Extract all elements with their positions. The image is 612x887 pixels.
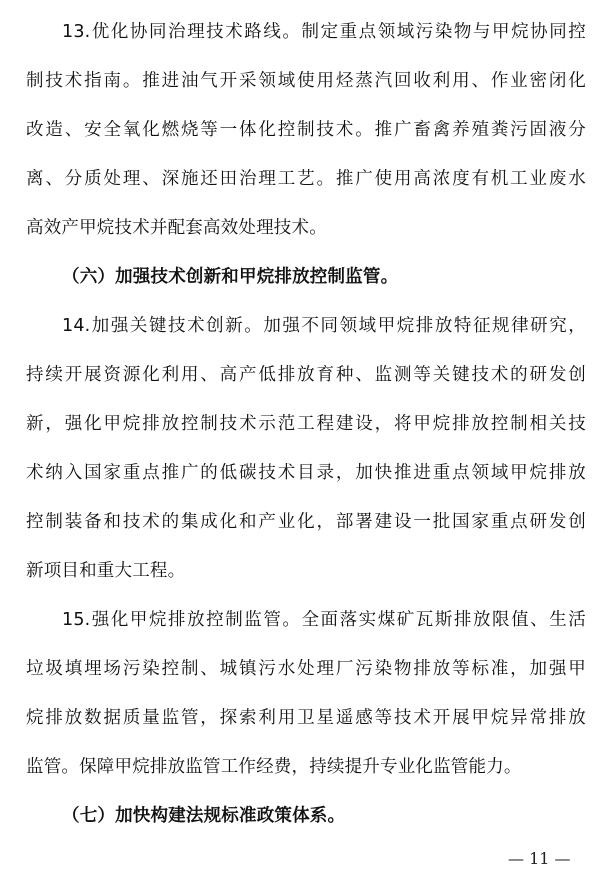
section-heading-6: （六）加强技术创新和甲烷排放控制监管。 <box>62 267 399 287</box>
paragraph-14-line-1: 14.加强关键技术创新。加强不同领域甲烷排放特征规律研究， <box>62 316 586 336</box>
paragraph-15-line-3: 烷排放数据质量监管，探索利用卫星遥感等技术开展甲烷异常排放 <box>26 708 586 728</box>
paragraph-13-line-5: 高效产甲烷技术并配套高效处理技术。 <box>26 218 327 238</box>
page-number: — 11 — <box>508 849 571 868</box>
paragraph-14-line-2: 持续开展资源化利用、高产低排放育种、监测等关键技术的研发创 <box>26 365 586 385</box>
paragraph-14-line-3: 新，强化甲烷排放控制技术示范工程建设，将甲烷排放控制相关技 <box>26 414 586 434</box>
paragraph-15-line-4: 监管。保障甲烷排放监管工作经费，持续提升专业化监管能力。 <box>26 757 522 777</box>
paragraph-15-line-1: 15.强化甲烷排放控制监管。全面落实煤矿瓦斯排放限值、生活 <box>62 610 586 630</box>
paragraph-13-line-1: 13.优化协同治理技术路线。制定重点领域污染物与甲烷协同控 <box>62 22 586 42</box>
section-heading-7: （七）加快构建法规标准政策体系。 <box>62 806 346 826</box>
paragraph-13-line-2: 制技术指南。推进油气开采领域使用烃蒸汽回收利用、作业密闭化 <box>26 71 586 91</box>
paragraph-14-line-4: 术纳入国家重点推广的低碳技术目录，加快推进重点领域甲烷排放 <box>26 463 586 483</box>
paragraph-13-line-3: 改造、安全氧化燃烧等一体化控制技术。推广畜禽养殖粪污固液分 <box>26 120 586 140</box>
paragraph-14-line-5: 控制装备和技术的集成化和产业化，部署建设一批国家重点研发创 <box>26 512 586 532</box>
paragraph-14-line-6: 新项目和重大工程。 <box>26 561 186 581</box>
paragraph-15-line-2: 垃圾填埋场污染控制、城镇污水处理厂污染物排放等标准，加强甲 <box>26 659 586 679</box>
paragraph-13-line-4: 离、分质处理、深施还田治理工艺。推广使用高浓度有机工业废水 <box>26 169 586 189</box>
